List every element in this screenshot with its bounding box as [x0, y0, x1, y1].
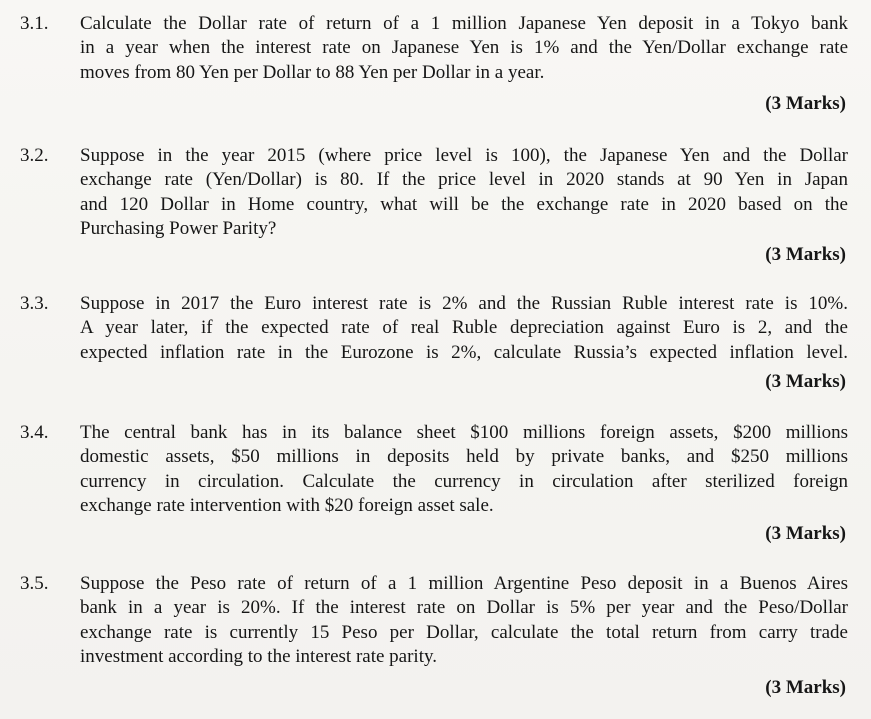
question-line: A year later, if the expected rate of real Ruble depreciation against Euro is 2, and the: [80, 317, 848, 339]
question-number: 3.4.: [20, 422, 49, 443]
marks-label: (3 Marks): [765, 244, 846, 265]
marks-label: (3 Marks): [765, 93, 846, 114]
question-line: exchange rate intervention with $20 foreign asset sale.: [80, 494, 494, 516]
marks-label: (3 Marks): [765, 677, 846, 698]
question-line: currency in circulation. Calculate the currency in circulation after sterilized foreign: [80, 470, 848, 492]
marks-label: (3 Marks): [765, 371, 846, 392]
question-line: Suppose in the year 2015 (where price level is 100), the Japanese Yen and the Dollar: [80, 145, 848, 166]
question-text: [80, 292, 848, 365]
question-line: and 120 Dollar in Home country, what will be the exchange rate in 2020 based on the: [80, 193, 848, 215]
question-line: domestic assets, $50 millions in deposits held by private banks, and $250 millions: [80, 446, 848, 468]
question-number: 3.1.: [20, 13, 49, 34]
question-line: The central bank has in its balance sheet $100 millions foreign assets, $200 millions: [80, 422, 848, 443]
question-number: 3.2.: [20, 145, 49, 166]
marks-label: (3 Marks): [765, 523, 846, 544]
question-text: [80, 12, 848, 85]
question-line: Calculate the Dollar rate of return of a 1 million Japanese Yen deposit in a Tokyo bank: [80, 13, 848, 34]
question-line: Suppose in 2017 the Euro interest rate is 2% and the Russian Ruble interest rate is 10%.: [80, 293, 848, 314]
question-text: [80, 144, 848, 241]
question-text: [80, 572, 848, 669]
question-line: expected inflation rate in the Eurozone is 2%, calculate Russia’s expected inflation level.: [80, 341, 848, 363]
question-line: Suppose the Peso rate of return of a 1 million Argentine Peso deposit in a Buenos Aires: [80, 573, 848, 594]
question-line: in a year when the interest rate on Japanese Yen is 1% and the Yen/Dollar exchange rate: [80, 37, 848, 59]
question-line: moves from 80 Yen per Dollar to 88 Yen per Dollar in a year.: [80, 61, 545, 83]
question-text: [80, 421, 848, 518]
question-line: investment according to the interest rate parity.: [80, 645, 438, 667]
question-line: exchange rate (Yen/Dollar) is 80. If the price level in 2020 stands at 90 Yen in Japan: [80, 169, 848, 191]
question-line: exchange rate is currently 15 Peso per Dollar, calculate the total return from carry trade: [80, 621, 848, 643]
question-line: Purchasing Power Parity?: [80, 217, 277, 239]
question-number: 3.5.: [20, 573, 49, 594]
question-number: 3.3.: [20, 293, 49, 314]
question-line: bank in a year is 20%. If the interest rate on Dollar is 5% per year and the Peso/Dollar: [80, 597, 848, 619]
